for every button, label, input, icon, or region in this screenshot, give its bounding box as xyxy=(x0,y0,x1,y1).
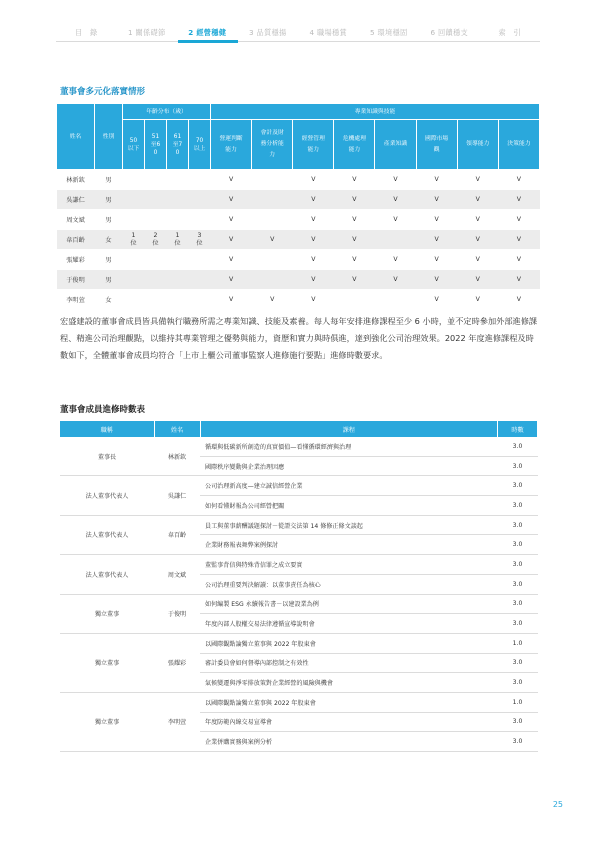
skill-check: V xyxy=(334,270,375,290)
skill-check: V xyxy=(498,250,539,270)
col-header-age: 61至70 xyxy=(167,120,189,170)
member-name: 張耀彩 xyxy=(57,250,95,270)
nav-item[interactable]: 6 回饋穩支 xyxy=(430,28,468,37)
course-name: 如何看懂財報為公司經營把關 xyxy=(200,496,498,516)
col-header-age: 50以下 xyxy=(123,120,145,170)
board-row xyxy=(57,190,540,210)
page-number: 25 xyxy=(552,800,563,809)
skill-check: V xyxy=(211,210,252,230)
skill-check: V xyxy=(211,290,252,310)
director-name: 林新欽 xyxy=(154,437,200,476)
age-count: 3位 xyxy=(189,230,211,250)
skill-check: V xyxy=(334,170,375,190)
nav-item[interactable]: 5 環境穩固 xyxy=(370,28,408,37)
skill-check: V xyxy=(252,230,293,250)
nav-item[interactable]: 目 錄 xyxy=(75,28,98,37)
age-count xyxy=(145,250,167,270)
course-hours: 3.0 xyxy=(498,437,538,456)
skill-check: V xyxy=(498,170,539,190)
skill-check: V xyxy=(457,250,498,270)
course-hours: 3.0 xyxy=(498,673,538,693)
training-col-header: 姓名 xyxy=(154,421,200,437)
training-row xyxy=(60,692,538,712)
training-col-header: 職稱 xyxy=(60,421,154,437)
course-name: 企業併購實務與案例分析 xyxy=(200,732,498,752)
skill-check xyxy=(252,190,293,210)
skill-check: V xyxy=(416,230,457,250)
age-count xyxy=(145,270,167,290)
skill-check xyxy=(252,270,293,290)
age-count: 1位 xyxy=(167,230,189,250)
skill-check: V xyxy=(334,230,375,250)
member-gender: 男 xyxy=(95,170,123,190)
director-name: 吳謙仁 xyxy=(154,476,200,515)
course-hours: 3.0 xyxy=(498,732,538,752)
skill-check: V xyxy=(416,210,457,230)
nav-item[interactable]: 索 引 xyxy=(498,28,521,37)
skill-check: V xyxy=(375,170,416,190)
director-title: 法人董事代表人 xyxy=(60,476,154,515)
skill-check: V xyxy=(416,170,457,190)
course-name: 審計委員會如何督導內部控制之有效性 xyxy=(200,653,498,673)
training-row xyxy=(60,594,538,614)
skill-check xyxy=(252,210,293,230)
board-row xyxy=(57,290,540,310)
age-count xyxy=(167,250,189,270)
col-header-skill: 國際市場觀 xyxy=(416,120,457,170)
course-hours: 3.0 xyxy=(498,456,538,476)
course-hours: 3.0 xyxy=(498,555,538,575)
course-name: 循環與低碳新所創造的真實價值—看懂循環經濟與治理 xyxy=(200,437,498,456)
age-count xyxy=(123,210,145,230)
skill-check xyxy=(375,290,416,310)
skill-check: V xyxy=(457,230,498,250)
skill-check: V xyxy=(416,290,457,310)
age-count xyxy=(167,270,189,290)
director-title: 董事長 xyxy=(60,437,154,476)
skill-check xyxy=(252,250,293,270)
col-header-age: 51至60 xyxy=(145,120,167,170)
training-col-header: 時數 xyxy=(498,421,538,437)
course-name: 以國際觀點論獨立董事與 2022 年股東會 xyxy=(200,692,498,712)
skill-check: V xyxy=(293,270,334,290)
skill-check xyxy=(334,290,375,310)
training-row xyxy=(60,555,538,575)
training-row xyxy=(60,515,538,535)
skill-check: V xyxy=(293,250,334,270)
course-hours: 3.0 xyxy=(498,535,538,555)
board-row xyxy=(57,230,540,250)
director-name: 韋百齡 xyxy=(154,515,200,554)
course-name: 公司治理重要判決解讀：以董事責任為核心 xyxy=(200,574,498,594)
age-count xyxy=(167,190,189,210)
training-col-header: 課程 xyxy=(200,421,498,437)
nav-item[interactable]: 3 品質穩揚 xyxy=(249,28,287,37)
course-name: 員工與董事薪酬議題探討－從證交法第 14 條修正條文談起 xyxy=(200,515,498,535)
course-name: 公司治理新高度—建立誠信經營企業 xyxy=(200,476,498,496)
age-count xyxy=(123,290,145,310)
member-name: 周文斌 xyxy=(57,210,95,230)
skill-check: V xyxy=(498,290,539,310)
skill-check xyxy=(375,230,416,250)
col-header-age-group: 年齡分布（歲） xyxy=(123,104,211,120)
director-title: 獨立董事 xyxy=(60,692,154,751)
skill-check: V xyxy=(211,190,252,210)
course-hours: 3.0 xyxy=(498,574,538,594)
member-name: 韋百齡 xyxy=(57,230,95,250)
director-title: 獨立董事 xyxy=(60,633,154,692)
skill-check: V xyxy=(457,190,498,210)
course-hours: 1.0 xyxy=(498,692,538,712)
member-name: 林新欽 xyxy=(57,170,95,190)
skill-check: V xyxy=(334,250,375,270)
col-header-skill: 營運判斷能力 xyxy=(211,120,252,170)
nav-item[interactable]: 2 經營穩健 xyxy=(188,28,227,37)
director-title: 法人董事代表人 xyxy=(60,515,154,554)
course-hours: 3.0 xyxy=(498,476,538,496)
course-name: 年度防範內線交易宣導會 xyxy=(200,712,498,732)
member-gender: 男 xyxy=(95,270,123,290)
member-gender: 女 xyxy=(95,290,123,310)
course-hours: 3.0 xyxy=(498,594,538,614)
course-hours: 3.0 xyxy=(498,515,538,535)
col-header-skill: 危機處理能力 xyxy=(334,120,375,170)
age-count xyxy=(123,250,145,270)
skill-check: V xyxy=(416,190,457,210)
board-row xyxy=(57,170,540,190)
course-name: 年度內部人股權交易法律遵循宣導說明會 xyxy=(200,614,498,634)
director-title: 法人董事代表人 xyxy=(60,555,154,594)
member-gender: 男 xyxy=(95,190,123,210)
age-count xyxy=(189,190,211,210)
nav-divider xyxy=(56,41,540,42)
board-row xyxy=(57,210,540,230)
member-gender: 男 xyxy=(95,250,123,270)
age-count xyxy=(189,250,211,270)
skill-check: V xyxy=(498,190,539,210)
age-count xyxy=(123,270,145,290)
course-hours: 3.0 xyxy=(498,614,538,634)
skill-check: V xyxy=(498,270,539,290)
col-header-gender: 性別 xyxy=(95,104,123,170)
course-name: 企業財務報表舞弊案例探討 xyxy=(200,535,498,555)
age-count xyxy=(123,170,145,190)
skill-check: V xyxy=(416,250,457,270)
age-count xyxy=(189,290,211,310)
director-name: 李明萱 xyxy=(154,692,200,751)
skill-check: V xyxy=(457,170,498,190)
top-nav xyxy=(56,28,540,42)
skill-check: V xyxy=(375,270,416,290)
skill-check: V xyxy=(293,290,334,310)
col-header-skill-group: 專業知識與技能 xyxy=(211,104,540,120)
skill-check: V xyxy=(293,210,334,230)
section-title-board-diversity: 董事會多元化落實情形 xyxy=(60,87,146,97)
course-name: 以國際觀點論獨立董事與 2022 年股東會 xyxy=(200,633,498,653)
skill-check xyxy=(252,170,293,190)
member-name: 于俊明 xyxy=(57,270,95,290)
col-header-skill: 決策能力 xyxy=(498,120,539,170)
skill-check: V xyxy=(211,170,252,190)
skill-check: V xyxy=(416,270,457,290)
age-count: 1位 xyxy=(123,230,145,250)
age-count: 2位 xyxy=(145,230,167,250)
board-diversity-table xyxy=(56,103,540,310)
col-header-age: 70以上 xyxy=(189,120,211,170)
age-count xyxy=(145,290,167,310)
col-header-skill: 會計及財務分析能力 xyxy=(252,120,293,170)
age-count xyxy=(189,210,211,230)
skill-check: V xyxy=(211,270,252,290)
skill-check: V xyxy=(457,290,498,310)
col-header-name: 姓名 xyxy=(57,104,95,170)
skill-check: V xyxy=(498,210,539,230)
director-title: 獨立董事 xyxy=(60,594,154,633)
board-row xyxy=(57,250,540,270)
member-name: 吳謙仁 xyxy=(57,190,95,210)
skill-check: V xyxy=(457,210,498,230)
nav-item[interactable]: 4 職場穩賞 xyxy=(309,28,347,37)
skill-check: V xyxy=(457,270,498,290)
nav-active-indicator xyxy=(178,40,238,43)
col-header-skill: 領導能力 xyxy=(457,120,498,170)
skill-check: V xyxy=(375,210,416,230)
age-count xyxy=(189,170,211,190)
age-count xyxy=(145,190,167,210)
col-header-skill: 產業知識 xyxy=(375,120,416,170)
course-hours: 3.0 xyxy=(498,653,538,673)
skill-check: V xyxy=(375,250,416,270)
director-name: 于俊明 xyxy=(154,594,200,633)
course-name: 氣候變遷與淨零排放策對企業經營的風險與機會 xyxy=(200,673,498,693)
governance-paragraph: 宏盛建設的董事會成員皆具備執行職務所需之專業知識、技能及素養。每人每年安排進修課程至少 6 小時，並不定時參加外部進修課程、精進公司治理觀點，以維持其專業管理之優勢與能力，資歷和實力與時俱進，達到強化公司治理效果。2022 年度進修課程及時數如下，全體董事會成員均符合「上市上櫃公司董事監察人進修施行要點」進修時數要求。 xyxy=(60,316,538,361)
age-count xyxy=(145,170,167,190)
age-count xyxy=(167,210,189,230)
course-name: 董監事背信與特殊背信罪之成立要實 xyxy=(200,555,498,575)
age-count xyxy=(167,170,189,190)
skill-check: V xyxy=(375,190,416,210)
skill-check: V xyxy=(211,250,252,270)
age-count xyxy=(167,290,189,310)
training-hours-table xyxy=(60,421,538,752)
board-row xyxy=(57,270,540,290)
age-count xyxy=(123,190,145,210)
course-hours: 1.0 xyxy=(498,633,538,653)
skill-check: V xyxy=(334,190,375,210)
skill-check: V xyxy=(293,170,334,190)
course-hours: 3.0 xyxy=(498,712,538,732)
col-header-skill: 經營管理能力 xyxy=(293,120,334,170)
member-gender: 女 xyxy=(95,230,123,250)
nav-item[interactable]: 1 關係礎節 xyxy=(128,28,166,37)
skill-check: V xyxy=(252,290,293,310)
training-row xyxy=(60,633,538,653)
skill-check: V xyxy=(334,210,375,230)
age-count xyxy=(145,210,167,230)
director-name: 周文斌 xyxy=(154,555,200,594)
section-title-training-hours: 董事會成員進修時數表 xyxy=(60,405,146,415)
skill-check: V xyxy=(293,230,334,250)
skill-check: V xyxy=(293,190,334,210)
course-name: 如何編製 ESG 永續報告書－以建設業為例 xyxy=(200,594,498,614)
skill-check: V xyxy=(211,230,252,250)
director-name: 張耀彩 xyxy=(154,633,200,692)
training-row xyxy=(60,476,538,496)
training-row xyxy=(60,437,538,456)
course-hours: 3.0 xyxy=(498,496,538,516)
skill-check: V xyxy=(498,230,539,250)
member-gender: 男 xyxy=(95,210,123,230)
age-count xyxy=(189,270,211,290)
course-name: 國際秩序變動與企業治理因應 xyxy=(200,456,498,476)
member-name: 李明萱 xyxy=(57,290,95,310)
